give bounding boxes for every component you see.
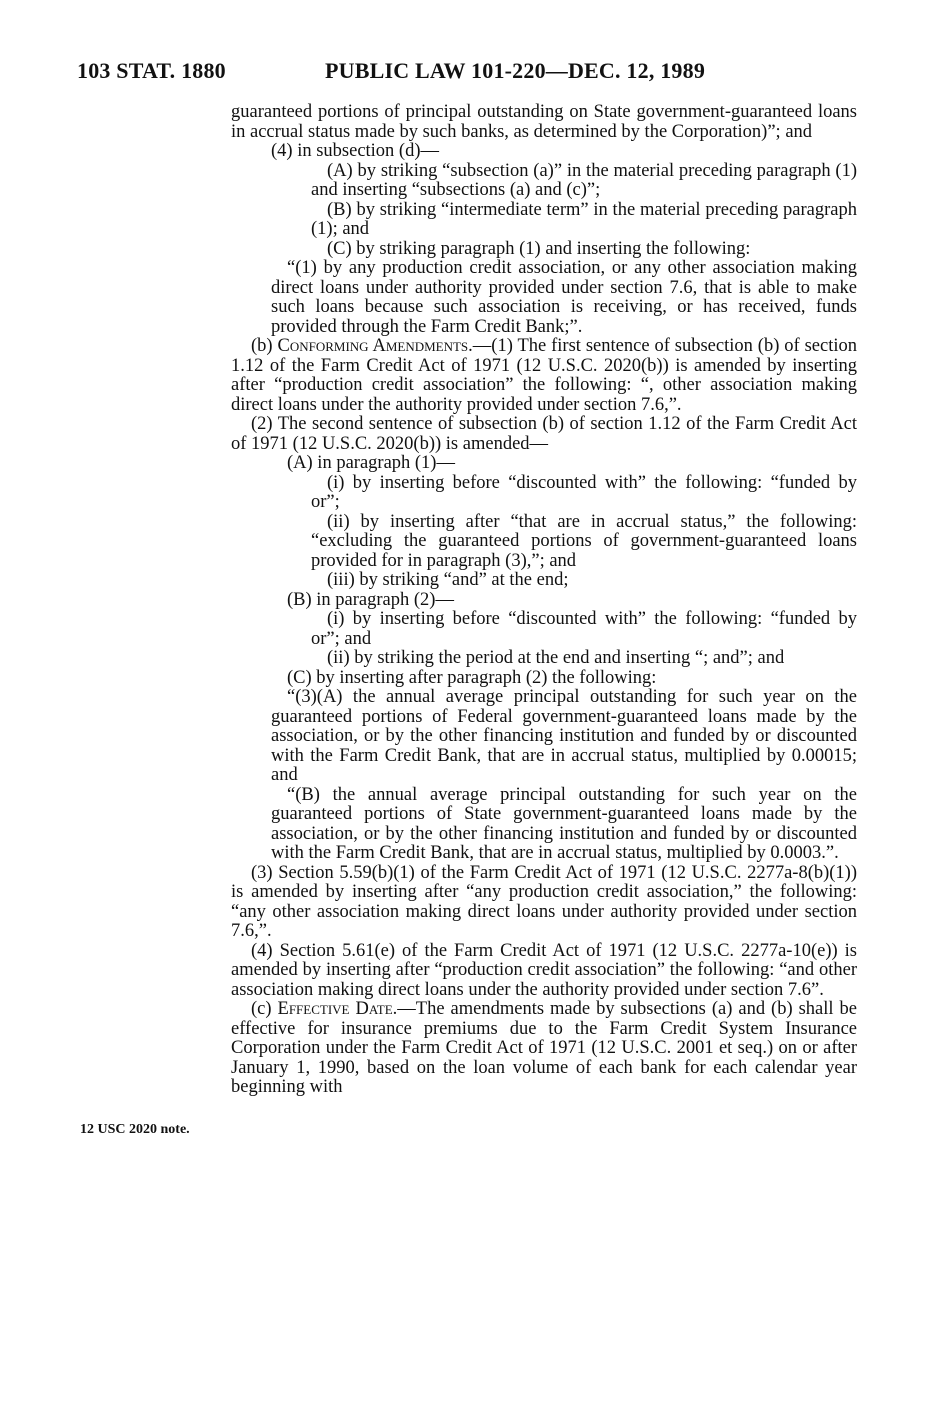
margin-citation-note: 12 USC 2020 note. [80, 1122, 190, 1137]
subsection-heading: Effective Date. [277, 999, 398, 1019]
statute-text [231, 103, 857, 1098]
paragraph: guaranteed portions of principal outstanding on State government-guaranteed loans in accrual status made by such banks, as determined by the Corporation)”; and [231, 102, 857, 142]
subsection-text: —(1) The first sentence of subsection (b) of section 1.12 of the Farm Credit Act of 1971 (12 U.S.C. 2020(b)) is amended by inserting after “production credit association” the following: “, other association making direct loans under the authority provided under section 7.6,”. [231, 336, 858, 415]
paragraph: (4) in subsection (d)— [271, 141, 440, 161]
paragraph: (C) by striking paragraph (1) and inserting the following: [327, 238, 751, 259]
subsection-label: (c) [251, 999, 278, 1019]
paragraph: (A) by striking “subsection (a)” in the material preceding paragraph (1) and inserting “subsections (a) and (c)”; [311, 160, 857, 200]
quoted-paragraph: “(1) by any production credit association, or any other association making direct loans under authority provided under section 7.6, that is able to make such loans because such association is receiving, or has received, funds provided through the Farm Credit Bank;”. [271, 258, 857, 337]
quoted-paragraph: “(B) the annual average principal outstanding for such year on the guaranteed portions of State government-guaranteed loans made by the association, or by the other financing institution and funded by or discounted with the Farm Credit Bank, that are in accrual status, multiplied by 0.0003.”. [271, 784, 857, 863]
paragraph: (4) Section 5.61(e) of the Farm Credit Act of 1971 (12 U.S.C. 2277a-10(e)) is amended by inserting after “production credit association” the following: “and other association making direct loans under the authority provided under section 7.6”. [231, 940, 857, 1000]
paragraph [231, 1000, 857, 1098]
paragraph: (C) by inserting after paragraph (2) the following: [287, 667, 657, 688]
paragraph: (B) in paragraph (2)— [287, 589, 454, 610]
subsection-label: (b) [251, 336, 278, 356]
stat-page-number: 103 STAT. 1880 [77, 58, 226, 83]
paragraph: (A) in paragraph (1)— [287, 453, 455, 473]
paragraph: (B) by striking “intermediate term” in the material preceding paragraph (1); and [311, 199, 857, 239]
paragraph: (2) The second sentence of subsection (b) of section 1.12 of the Farm Credit Act of 1971 (12 U.S.C. 2020(b)) is amended— [231, 414, 857, 454]
paragraph [231, 337, 857, 415]
subsection-text: —The amendments made by subsections (a) and (b) shall be effective for insurance premiums due to the Farm Credit System Insurance Corporation under the Farm Credit Act of 1971 (12 U.S.C. 2001 et seq.) on or after January 1, 1990, based on the loan volume of each bank for each calendar year beginning with [231, 999, 857, 1097]
paragraph: (ii) by inserting after “that are in accrual status,” the following: “excluding the guaranteed portions of government-guaranteed loans provided for in paragraph (3),”; and [311, 511, 857, 571]
paragraph: (i) by inserting before “discounted with” the following: “funded by or”; [311, 472, 857, 512]
quoted-paragraph: “(3)(A) the annual average principal outstanding for such year on the guaranteed portions of Federal government-guaranteed loans made by the association, or by the other financing institution and funded by or discounted with the Farm Credit Bank, that are in accrual status, multiplied by 0.00015; and [271, 687, 857, 785]
paragraph: (i) by inserting before “discounted with” the following: “funded by or”; and [311, 609, 857, 649]
running-header: PUBLIC LAW 101-220—DEC. 12, 1989 [325, 58, 706, 83]
subsection-heading: Conforming Amendments. [277, 336, 473, 356]
paragraph: (3) Section 5.59(b)(1) of the Farm Credit Act of 1971 (12 U.S.C. 2277a-8(b)(1)) is amended by inserting after “any production credit association,” the following: “any other association making direct loans under authority provided under section 7.6,”. [231, 862, 857, 941]
paragraph: (ii) by striking the period at the end and inserting “; and”; and [327, 648, 785, 668]
paragraph: (iii) by striking “and” at the end; [327, 570, 569, 590]
